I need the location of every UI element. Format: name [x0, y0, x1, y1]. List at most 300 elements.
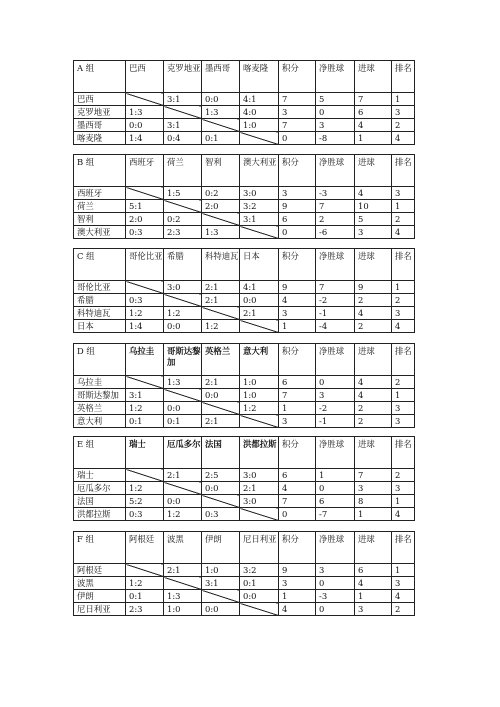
- score-cell: 1:2: [164, 307, 202, 320]
- column-header: 进球: [355, 61, 392, 93]
- team-name: 波黑: [74, 577, 126, 590]
- rank-cell: 3: [392, 482, 415, 495]
- column-header: 净胜球: [316, 155, 355, 187]
- team-name: 巴西: [74, 93, 126, 106]
- diagonal-cell: [240, 132, 279, 145]
- standings-table: [73, 436, 415, 521]
- group-label: F 组: [74, 532, 126, 564]
- opponent-header: 英格兰: [202, 344, 240, 376]
- team-name: 阿根廷: [74, 564, 126, 577]
- goal-diff-cell: 1: [316, 469, 355, 482]
- rank-cell: 3: [392, 187, 415, 200]
- points-cell: 9: [279, 564, 316, 577]
- score-cell: 1:2: [126, 402, 164, 415]
- team-name: 尼日利亚: [74, 603, 126, 616]
- score-cell: 0:0: [164, 402, 202, 415]
- table-row: [74, 119, 415, 132]
- diagonal-cell: [126, 281, 164, 294]
- table-row: [74, 200, 415, 213]
- rank-cell: 3: [392, 106, 415, 119]
- points-cell: 4: [279, 294, 316, 307]
- diagonal-cell: [164, 482, 202, 495]
- score-cell: 1:3: [164, 376, 202, 389]
- score-cell: 1:4: [126, 320, 164, 333]
- score-cell: 2:1: [202, 376, 240, 389]
- score-cell: 0:1: [126, 590, 164, 603]
- points-cell: 0: [279, 226, 316, 239]
- points-cell: 7: [279, 93, 316, 106]
- header-row: [74, 437, 415, 469]
- goal-diff-cell: 7: [316, 281, 355, 294]
- points-cell: 3: [279, 577, 316, 590]
- opponent-header: 波黑: [164, 532, 202, 564]
- score-cell: 1:0: [164, 603, 202, 616]
- score-cell: 0:3: [202, 508, 240, 521]
- score-cell: 1:0: [202, 564, 240, 577]
- goal-diff-cell: 0: [316, 482, 355, 495]
- opponent-header: 智利: [202, 155, 240, 187]
- opponent-header: 日本: [240, 249, 279, 281]
- table-row: [74, 590, 415, 603]
- score-cell: 3:1: [164, 119, 202, 132]
- team-name: 荷兰: [74, 200, 126, 213]
- table-row: [74, 226, 415, 239]
- score-cell: 1:2: [126, 577, 164, 590]
- score-cell: 4:0: [240, 106, 279, 119]
- score-cell: 1:2: [164, 508, 202, 521]
- opponent-header: 哥斯达黎加: [164, 344, 202, 376]
- points-cell: 6: [279, 469, 316, 482]
- column-header: 进球: [355, 437, 392, 469]
- goals-cell: 2: [355, 320, 392, 333]
- team-name: 意大利: [74, 415, 126, 428]
- score-cell: 1:0: [240, 389, 279, 402]
- column-header: 净胜球: [316, 249, 355, 281]
- score-cell: 3:0: [240, 187, 279, 200]
- rank-cell: 1: [392, 200, 415, 213]
- goal-diff-cell: 0: [316, 577, 355, 590]
- score-cell: 1:0: [240, 119, 279, 132]
- score-cell: 2:3: [164, 226, 202, 239]
- diagonal-cell: [126, 93, 164, 106]
- points-cell: 6: [279, 213, 316, 226]
- rank-cell: 1: [392, 495, 415, 508]
- score-cell: 0:0: [202, 389, 240, 402]
- table-row: [74, 389, 415, 402]
- rank-cell: 2: [392, 294, 415, 307]
- diagonal-cell: [202, 495, 240, 508]
- column-header: 排名: [392, 155, 415, 187]
- opponent-header: 墨西哥: [202, 61, 240, 93]
- opponent-header: 伊朗: [202, 532, 240, 564]
- opponent-header: 克罗地亚: [164, 61, 202, 93]
- rank-cell: 3: [392, 577, 415, 590]
- diagonal-cell: [164, 294, 202, 307]
- score-cell: 1:2: [126, 307, 164, 320]
- rank-cell: 4: [392, 226, 415, 239]
- column-header: 排名: [392, 249, 415, 281]
- score-cell: 0:1: [240, 577, 279, 590]
- group-table-6: [73, 531, 414, 616]
- column-header: 排名: [392, 344, 415, 376]
- goals-cell: 10: [355, 200, 392, 213]
- team-name: 英格兰: [74, 402, 126, 415]
- opponent-header: 科特迪瓦: [202, 249, 240, 281]
- standings-table: [73, 154, 415, 239]
- column-header: 进球: [355, 532, 392, 564]
- score-cell: 4:1: [240, 93, 279, 106]
- opponent-header: 哥伦比亚: [126, 249, 164, 281]
- goal-diff-cell: 3: [316, 389, 355, 402]
- team-name: 法国: [74, 495, 126, 508]
- score-cell: 5:2: [126, 495, 164, 508]
- goal-diff-cell: -3: [316, 590, 355, 603]
- standings-table: [73, 343, 415, 428]
- goal-diff-cell: 6: [316, 495, 355, 508]
- rank-cell: 2: [392, 603, 415, 616]
- points-cell: 7: [279, 119, 316, 132]
- score-cell: 0:2: [202, 187, 240, 200]
- header-row: [74, 61, 415, 93]
- header-row: [74, 532, 415, 564]
- team-name: 洪都拉斯: [74, 508, 126, 521]
- column-header: 排名: [392, 532, 415, 564]
- column-header: 净胜球: [316, 532, 355, 564]
- score-cell: 1:3: [202, 226, 240, 239]
- score-cell: 0:3: [126, 508, 164, 521]
- opponent-header: 尼日利亚: [240, 532, 279, 564]
- team-name: 澳大利亚: [74, 226, 126, 239]
- score-cell: 2:0: [126, 213, 164, 226]
- goals-cell: 3: [355, 482, 392, 495]
- diagonal-cell: [164, 106, 202, 119]
- diagonal-cell: [240, 320, 279, 333]
- group-label: D 组: [74, 344, 126, 376]
- table-row: [74, 213, 415, 226]
- team-name: 克罗地亚: [74, 106, 126, 119]
- column-header: 排名: [392, 437, 415, 469]
- points-cell: 9: [279, 281, 316, 294]
- points-cell: 3: [279, 106, 316, 119]
- table-row: [74, 402, 415, 415]
- table-row: [74, 469, 415, 482]
- goals-cell: 4: [355, 187, 392, 200]
- table-row: [74, 508, 415, 521]
- standings-table: [73, 248, 415, 333]
- goals-cell: 4: [355, 389, 392, 402]
- score-cell: 2:1: [164, 469, 202, 482]
- table-row: [74, 415, 415, 428]
- opponent-header: 意大利: [240, 344, 279, 376]
- goals-cell: 7: [355, 469, 392, 482]
- rank-cell: 3: [392, 307, 415, 320]
- points-cell: 3: [279, 187, 316, 200]
- points-cell: 3: [279, 307, 316, 320]
- goals-cell: 4: [355, 577, 392, 590]
- table-row: [74, 577, 415, 590]
- score-cell: 2:3: [126, 603, 164, 616]
- rank-cell: 2: [392, 376, 415, 389]
- score-cell: 4:1: [240, 281, 279, 294]
- diagonal-cell: [240, 603, 279, 616]
- opponent-header: 乌拉圭: [126, 344, 164, 376]
- goal-diff-cell: -2: [316, 402, 355, 415]
- goals-cell: 2: [355, 294, 392, 307]
- column-header: 积分: [279, 155, 316, 187]
- score-cell: 2:1: [240, 307, 279, 320]
- team-name: 哥斯达黎加: [74, 389, 126, 402]
- diagonal-cell: [164, 389, 202, 402]
- rank-cell: 2: [392, 469, 415, 482]
- goals-cell: 1: [355, 132, 392, 145]
- score-cell: 3:2: [240, 200, 279, 213]
- goal-diff-cell: 7: [316, 200, 355, 213]
- score-cell: 0:0: [164, 320, 202, 333]
- team-name: 墨西哥: [74, 119, 126, 132]
- goals-cell: 4: [355, 307, 392, 320]
- rank-cell: 2: [392, 213, 415, 226]
- opponent-header: 喀麦隆: [240, 61, 279, 93]
- header-row: [74, 249, 415, 281]
- score-cell: 0:0: [240, 294, 279, 307]
- team-name: 哥伦比亚: [74, 281, 126, 294]
- diagonal-cell: [202, 213, 240, 226]
- diagonal-cell: [240, 415, 279, 428]
- diagonal-cell: [164, 577, 202, 590]
- score-cell: 3:0: [164, 281, 202, 294]
- table-row: [74, 106, 415, 119]
- diagonal-cell: [202, 307, 240, 320]
- score-cell: 3:1: [164, 93, 202, 106]
- column-header: 进球: [355, 344, 392, 376]
- goal-diff-cell: -1: [316, 415, 355, 428]
- table-row: [74, 281, 415, 294]
- score-cell: 0:1: [202, 132, 240, 145]
- table-row: [74, 187, 415, 200]
- table-row: [74, 132, 415, 145]
- team-name: 伊朗: [74, 590, 126, 603]
- rank-cell: 3: [392, 402, 415, 415]
- score-cell: 0:4: [164, 132, 202, 145]
- goal-diff-cell: 3: [316, 564, 355, 577]
- points-cell: 7: [279, 389, 316, 402]
- score-cell: 0:2: [164, 213, 202, 226]
- standings-table: [73, 60, 415, 145]
- points-cell: 4: [279, 603, 316, 616]
- header-row: [74, 155, 415, 187]
- goal-diff-cell: 2: [316, 213, 355, 226]
- table-row: [74, 320, 415, 333]
- group-table-4: [73, 343, 414, 428]
- points-cell: 6: [279, 376, 316, 389]
- goal-diff-cell: -3: [316, 187, 355, 200]
- rank-cell: 4: [392, 132, 415, 145]
- score-cell: 1:3: [164, 590, 202, 603]
- score-cell: 3:1: [240, 213, 279, 226]
- rank-cell: 4: [392, 320, 415, 333]
- table-row: [74, 294, 415, 307]
- goal-diff-cell: -4: [316, 320, 355, 333]
- group-label: C 组: [74, 249, 126, 281]
- score-cell: 2:1: [202, 294, 240, 307]
- group-table-1: [73, 60, 414, 145]
- team-name: 希腊: [74, 294, 126, 307]
- column-header: 积分: [279, 437, 316, 469]
- diagonal-cell: [202, 402, 240, 415]
- score-cell: 1:2: [202, 320, 240, 333]
- points-cell: 9: [279, 200, 316, 213]
- table-row: [74, 603, 415, 616]
- opponent-header: 瑞士: [126, 437, 164, 469]
- score-cell: 0:0: [126, 119, 164, 132]
- column-header: 进球: [355, 249, 392, 281]
- score-cell: 3:2: [240, 564, 279, 577]
- goals-cell: 6: [355, 564, 392, 577]
- score-cell: 2:1: [202, 415, 240, 428]
- goal-diff-cell: -7: [316, 508, 355, 521]
- diagonal-cell: [126, 187, 164, 200]
- goals-cell: 3: [355, 226, 392, 239]
- group-label: A 组: [74, 61, 126, 93]
- table-row: [74, 376, 415, 389]
- team-name: 西班牙: [74, 187, 126, 200]
- rank-cell: 1: [392, 389, 415, 402]
- table-row: [74, 93, 415, 106]
- goal-diff-cell: 3: [316, 119, 355, 132]
- group-label: E 组: [74, 437, 126, 469]
- column-header: 净胜球: [316, 61, 355, 93]
- diagonal-cell: [126, 564, 164, 577]
- column-header: 积分: [279, 344, 316, 376]
- goal-diff-cell: -2: [316, 294, 355, 307]
- goals-cell: 6: [355, 106, 392, 119]
- team-name: 日本: [74, 320, 126, 333]
- column-header: 积分: [279, 61, 316, 93]
- goals-cell: 4: [355, 119, 392, 132]
- points-cell: 1: [279, 590, 316, 603]
- diagonal-cell: [202, 590, 240, 603]
- goal-diff-cell: -6: [316, 226, 355, 239]
- goals-cell: 9: [355, 281, 392, 294]
- score-cell: 1:0: [240, 376, 279, 389]
- opponent-header: 阿根廷: [126, 532, 164, 564]
- rank-cell: 4: [392, 590, 415, 603]
- group-table-5: [73, 436, 414, 521]
- score-cell: 0:0: [164, 495, 202, 508]
- goals-cell: 7: [355, 93, 392, 106]
- points-cell: 0: [279, 508, 316, 521]
- score-cell: 0:1: [126, 415, 164, 428]
- score-cell: 2:0: [202, 200, 240, 213]
- opponent-header: 法国: [202, 437, 240, 469]
- opponent-header: 洪都拉斯: [240, 437, 279, 469]
- opponent-header: 希腊: [164, 249, 202, 281]
- goals-cell: 4: [355, 376, 392, 389]
- goal-diff-cell: 0: [316, 106, 355, 119]
- score-cell: 0:3: [126, 226, 164, 239]
- diagonal-cell: [126, 376, 164, 389]
- goal-diff-cell: -1: [316, 307, 355, 320]
- column-header: 积分: [279, 249, 316, 281]
- column-header: 积分: [279, 532, 316, 564]
- group-label: B 组: [74, 155, 126, 187]
- diagonal-cell: [126, 469, 164, 482]
- goals-cell: 2: [355, 402, 392, 415]
- goals-cell: 1: [355, 508, 392, 521]
- rank-cell: 1: [392, 564, 415, 577]
- rank-cell: 1: [392, 93, 415, 106]
- points-cell: 1: [279, 320, 316, 333]
- goals-cell: 5: [355, 213, 392, 226]
- score-cell: 1:3: [126, 106, 164, 119]
- header-row: [74, 344, 415, 376]
- score-cell: 2:1: [202, 281, 240, 294]
- score-cell: 3:1: [202, 577, 240, 590]
- goals-cell: 1: [355, 590, 392, 603]
- score-cell: 0:3: [126, 294, 164, 307]
- table-row: [74, 307, 415, 320]
- score-cell: 0:1: [164, 415, 202, 428]
- table-row: [74, 495, 415, 508]
- opponent-header: 巴西: [126, 61, 164, 93]
- column-header: 净胜球: [316, 437, 355, 469]
- rank-cell: 4: [392, 508, 415, 521]
- diagonal-cell: [202, 119, 240, 132]
- score-cell: 1:2: [126, 482, 164, 495]
- opponent-header: 荷兰: [164, 155, 202, 187]
- score-cell: 1:5: [164, 187, 202, 200]
- goal-diff-cell: 0: [316, 603, 355, 616]
- points-cell: 7: [279, 495, 316, 508]
- group-table-3: [73, 248, 414, 333]
- opponent-header: 厄瓜多尔: [164, 437, 202, 469]
- goal-diff-cell: -8: [316, 132, 355, 145]
- score-cell: 1:2: [240, 402, 279, 415]
- goal-diff-cell: 0: [316, 376, 355, 389]
- goals-cell: 3: [355, 603, 392, 616]
- score-cell: 1:3: [202, 106, 240, 119]
- score-cell: 2:1: [240, 482, 279, 495]
- score-cell: 2:5: [202, 469, 240, 482]
- points-cell: 0: [279, 132, 316, 145]
- team-name: 科特迪瓦: [74, 307, 126, 320]
- score-cell: 2:1: [164, 564, 202, 577]
- column-header: 进球: [355, 155, 392, 187]
- opponent-header: 澳大利亚: [240, 155, 279, 187]
- score-cell: 1:4: [126, 132, 164, 145]
- score-cell: 3:0: [240, 495, 279, 508]
- score-cell: 3:1: [126, 389, 164, 402]
- score-cell: 3:0: [240, 469, 279, 482]
- score-cell: 0:0: [202, 482, 240, 495]
- column-header: 排名: [392, 61, 415, 93]
- diagonal-cell: [164, 200, 202, 213]
- group-table-2: [73, 154, 414, 239]
- diagonal-cell: [240, 226, 279, 239]
- opponent-header: 西班牙: [126, 155, 164, 187]
- team-name: 瑞士: [74, 469, 126, 482]
- team-name: 乌拉圭: [74, 376, 126, 389]
- table-row: [74, 482, 415, 495]
- score-cell: 0:0: [240, 590, 279, 603]
- standings-table: [73, 531, 415, 616]
- score-cell: 0:0: [202, 93, 240, 106]
- rank-cell: 3: [392, 415, 415, 428]
- goals-cell: 2: [355, 415, 392, 428]
- goals-cell: 8: [355, 495, 392, 508]
- team-name: 喀麦隆: [74, 132, 126, 145]
- score-cell: 0:0: [202, 603, 240, 616]
